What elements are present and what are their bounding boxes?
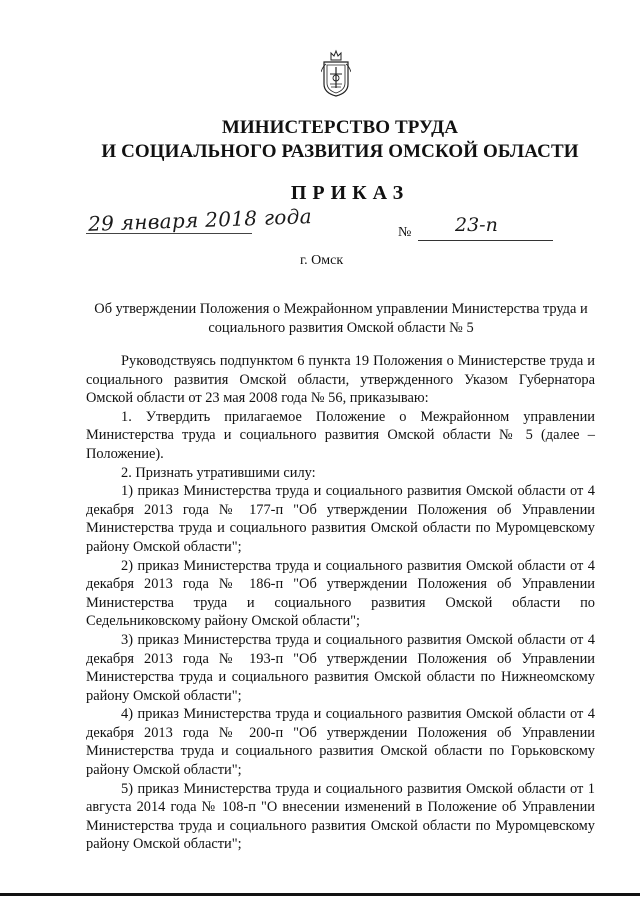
number-underline	[418, 240, 553, 241]
city-label: г. Омск	[300, 253, 344, 268]
preamble-paragraph: Руководствуясь подпунктом 6 пункта 19 Положения о Министерстве труда и социального развития Омской области, утвержденного Указом Губернатора Омской области от 23 мая 2008 года № 56, приказываю:	[86, 353, 595, 407]
ministry-title-line2: И СОЦИАЛЬНОГО РАЗВИТИЯ ОМСКОЙ ОБЛАСТИ	[101, 141, 579, 162]
item-1-paragraph: 1. Утвердить прилагаемое Положение о Межрайонном управлении Министерства труда и социального развития Омской области № 5 (далее – Положение).	[86, 408, 595, 462]
handwritten-number: 23-п	[455, 214, 498, 236]
date-underline	[86, 233, 252, 234]
subitem-2-paragraph: 2) приказ Министерства труда и социального развития Омской области от 4 декабря 2013 года № 186-п "Об утверждении Положения об Управлении Министерства труда и социального развития Омской области по Седельниковскому району Омской области";	[86, 557, 595, 630]
document-type-heading: ПРИКАЗ	[290, 182, 410, 204]
order-body	[86, 352, 595, 854]
subitem-3-paragraph: 3) приказ Министерства труда и социального развития Омской области от 4 декабря 2013 года № 193-п "Об утверждении Положения об Управлении Министерства труда и социального развития Омской области по Нижнеомскому району Омской области";	[86, 631, 595, 704]
subitem-5-paragraph: 5) приказ Министерства труда и социального развития Омской области от 1 августа 2014 года № 108-п "О внесении изменений в Положение об Управлении Министерства труда и социального развития Омской области по Муромцевскому району Омской области";	[86, 780, 595, 853]
scan-bottom-edge	[0, 893, 640, 896]
subitem-4-paragraph: 4) приказ Министерства труда и социального развития Омской области от 4 декабря 2013 года № 200-п "Об утверждении Положения об Управлении Министерства труда и социального развития Омской области по Горьковскому району Омской области";	[86, 706, 595, 779]
item-2-paragraph: 2. Признать утратившими силу:	[121, 464, 316, 481]
handwritten-date: 29 января 2018 года	[87, 204, 313, 236]
number-sign: №	[398, 225, 412, 240]
subitem-1-paragraph: 1) приказ Министерства труда и социального развития Омской области от 4 декабря 2013 года № 177-п "Об утверждении Положения об Управлении Министерства труда и социального развития Омской области по Муромцевскому району Омской области";	[86, 483, 595, 555]
order-subject: Об утверждении Положения о Межрайонном управлении Министерства труда и социального развития Омской области № 5	[94, 301, 588, 336]
coat-of-arms-icon	[321, 48, 351, 98]
ministry-title-line1: МИНИСТЕРСТВО ТРУДА	[221, 117, 459, 138]
